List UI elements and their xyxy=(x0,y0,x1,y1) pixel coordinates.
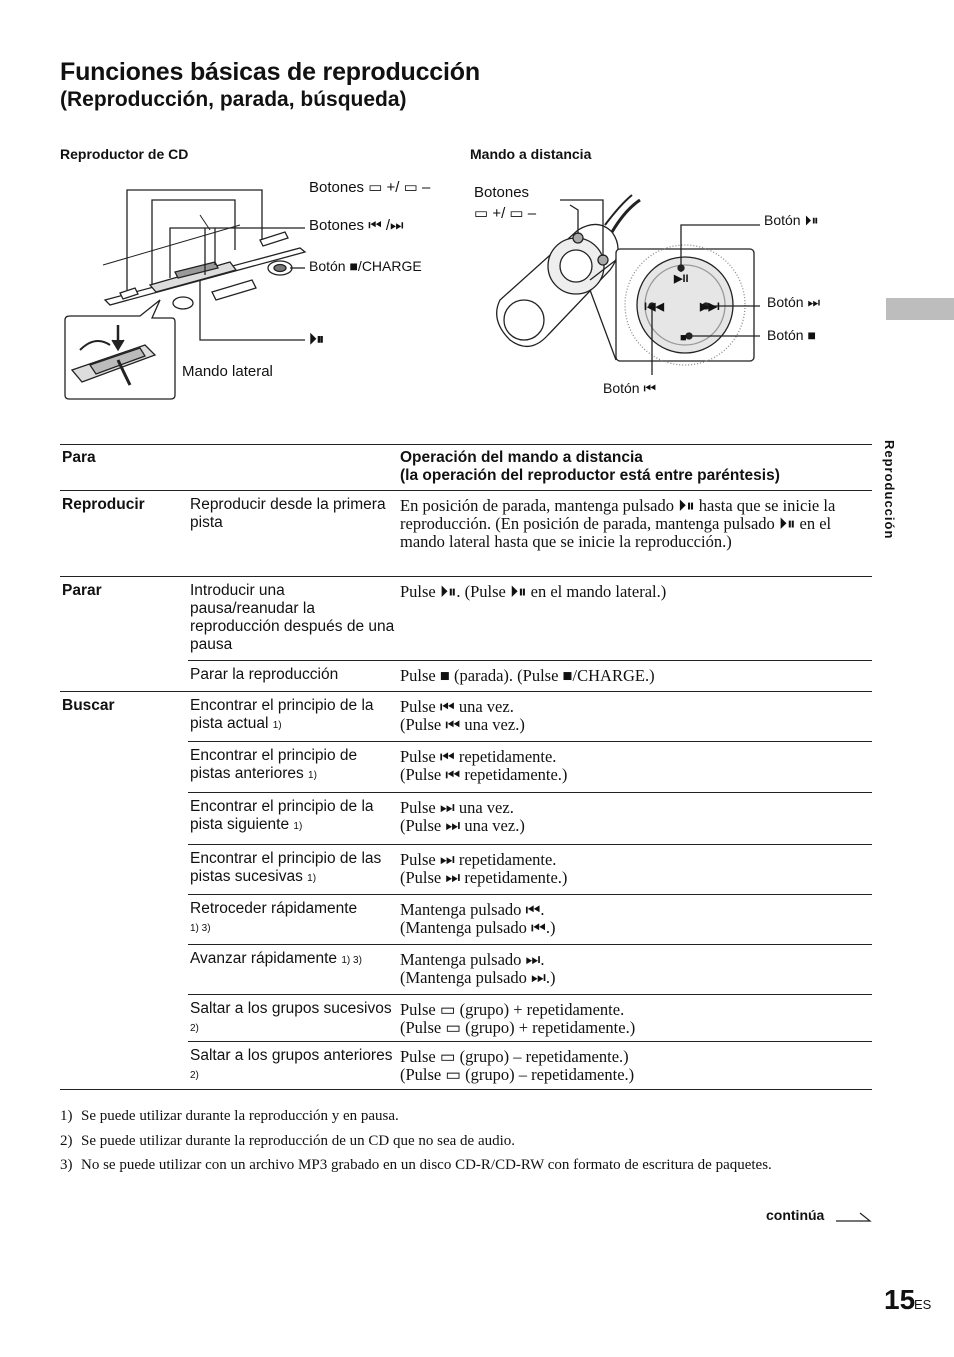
operation-cell: Mantenga pulsado ⏭. (Mantenga pulsado ⏭.) xyxy=(398,945,872,995)
table-row xyxy=(60,577,872,661)
operation-cell: Pulse ⏵⏸. (Pulse ⏵⏸ en el mando lateral.) xyxy=(398,577,872,661)
table-row xyxy=(60,742,872,793)
remote-group-buttons-label: Botones xyxy=(474,184,530,201)
column-header-operation xyxy=(398,445,872,491)
operation-cell: Pulse ⏮ una vez. (Pulse ⏮ una vez.) xyxy=(398,692,872,742)
operation-cell: Pulse ■ (parada). (Pulse ■/CHARGE.) xyxy=(398,661,872,692)
table-row xyxy=(60,945,872,995)
action-cell: Saltar a los grupos anteriores $^{2)}$ xyxy=(188,1042,398,1090)
table-row xyxy=(60,661,872,692)
action-cell: Encontrar el principio de la pista siguiente $^{1)}$ xyxy=(188,793,398,845)
group-label-parar: Parar xyxy=(60,577,188,661)
operation-cell: Pulse ⏮ repetidamente. (Pulse ⏮ repetidamente.) xyxy=(398,742,872,793)
operation-cell: Mantenga pulsado ⏮. (Mantenga pulsado ⏮.) xyxy=(398,895,872,945)
footnote: 3) No se puede utilizar con un archivo MP3 grabado en un disco CD-R/CD-RW con formato de escritura de paquetes. xyxy=(60,1157,772,1173)
player-track-buttons-label: Botones ⏮ /⏭ xyxy=(309,217,404,234)
remote-prev-label: Botón ⏮ xyxy=(603,380,657,396)
remote-play-label: Botón ⏵⏸ xyxy=(764,212,819,228)
column-header-operation-line1: Operación del mando a distancia xyxy=(400,449,643,466)
group-label-buscar: Buscar xyxy=(60,692,188,742)
table-row xyxy=(60,692,872,742)
player-group-buttons-label: Botones ▭ +/ ▭ – xyxy=(309,179,431,196)
player-section-heading: Reproductor de CD xyxy=(60,146,189,162)
table-row xyxy=(60,793,872,845)
operations-table xyxy=(60,444,872,1090)
action-cell: Retroceder rápidamente $^{1) 3)}$ xyxy=(188,895,398,945)
table-row xyxy=(60,491,872,577)
remote-group-buttons-symbols: ▭ +/ ▭ – xyxy=(474,205,537,222)
action-cell: Reproducir desde la primera pista xyxy=(190,496,386,531)
player-play-pause-label: ⏵⏸ xyxy=(309,331,325,348)
remote-stop-label: Botón ■ xyxy=(767,327,816,343)
action-cell: Avanzar rápidamente $^{1) 3)}$ xyxy=(188,945,398,995)
continues-label: continúa xyxy=(766,1207,825,1223)
remote-illustration xyxy=(497,195,760,375)
operation-cell: Pulse ⏭ una vez. (Pulse ⏭ una vez.) xyxy=(398,793,872,845)
table-row xyxy=(60,895,872,945)
operation-cell: En posición de parada, mantenga pulsado ⏵⏸ hasta que se inicie la reproducción. (En posición de parada, mantenga pulsado ⏵⏸ en el mando lateral hasta que se inicie la reproducción.) xyxy=(400,496,836,551)
svg-text:■: ■ xyxy=(680,332,687,344)
section-tab-marker xyxy=(886,298,954,320)
svg-text:I◀◀: I◀◀ xyxy=(644,301,664,313)
table-header-row xyxy=(60,445,872,491)
action-cell: Encontrar el principio de las pistas sucesivas $^{1)}$ xyxy=(188,845,398,895)
group-label-reproducir: Reproducir xyxy=(62,496,145,513)
section-tab-label: Reproducción xyxy=(882,440,897,540)
page-language: ES xyxy=(914,1297,932,1312)
column-header-operation-line2: (la operación del reproductor está entre paréntesis) xyxy=(400,467,780,484)
remote-next-label: Botón ⏭ xyxy=(767,294,821,310)
footnote: 2) Se puede utilizar durante la reproducción de un CD que no sea de audio. xyxy=(60,1133,516,1149)
action-cell: Encontrar el principio de pistas anteriores $^{1)}$ xyxy=(188,742,398,793)
remote-section-heading: Mando a distancia xyxy=(470,146,592,162)
table-row xyxy=(60,845,872,895)
operation-cell: Pulse ▭ (grupo) – repetidamente.) (Pulse ▭ (grupo) – repetidamente.) xyxy=(398,1042,872,1090)
table-row xyxy=(60,1042,872,1090)
action-cell: Saltar a los grupos sucesivos $^{2)}$ xyxy=(188,995,398,1042)
table-row xyxy=(60,995,872,1042)
player-side-control-label: Mando lateral xyxy=(182,363,273,380)
action-cell: Introducir una pausa/reanudar la reproducción después de una pausa xyxy=(188,577,398,661)
page-number: 15 xyxy=(884,1284,916,1315)
svg-text:▶II: ▶II xyxy=(674,273,689,285)
column-header-para: Para xyxy=(60,445,398,491)
player-stop-charge-label: Botón ■/CHARGE xyxy=(309,258,422,274)
continue-arrow-icon xyxy=(834,1210,874,1224)
action-cell: Encontrar el principio de la pista actual $^{1)}$ xyxy=(188,692,398,742)
operation-cell: Pulse ⏭ repetidamente. (Pulse ⏭ repetidamente.) xyxy=(398,845,872,895)
svg-text:▶▶I: ▶▶I xyxy=(700,301,720,313)
operation-cell: Pulse ▭ (grupo) + repetidamente. (Pulse ▭ (grupo) + repetidamente.) xyxy=(398,995,872,1042)
action-cell: Parar la reproducción xyxy=(188,661,398,692)
page-subtitle: (Reproducción, parada, búsqueda) xyxy=(60,88,407,111)
footnote: 1) Se puede utilizar durante la reproducción y en pausa. xyxy=(60,1108,399,1124)
page-title: Funciones básicas de reproducción xyxy=(60,58,480,86)
